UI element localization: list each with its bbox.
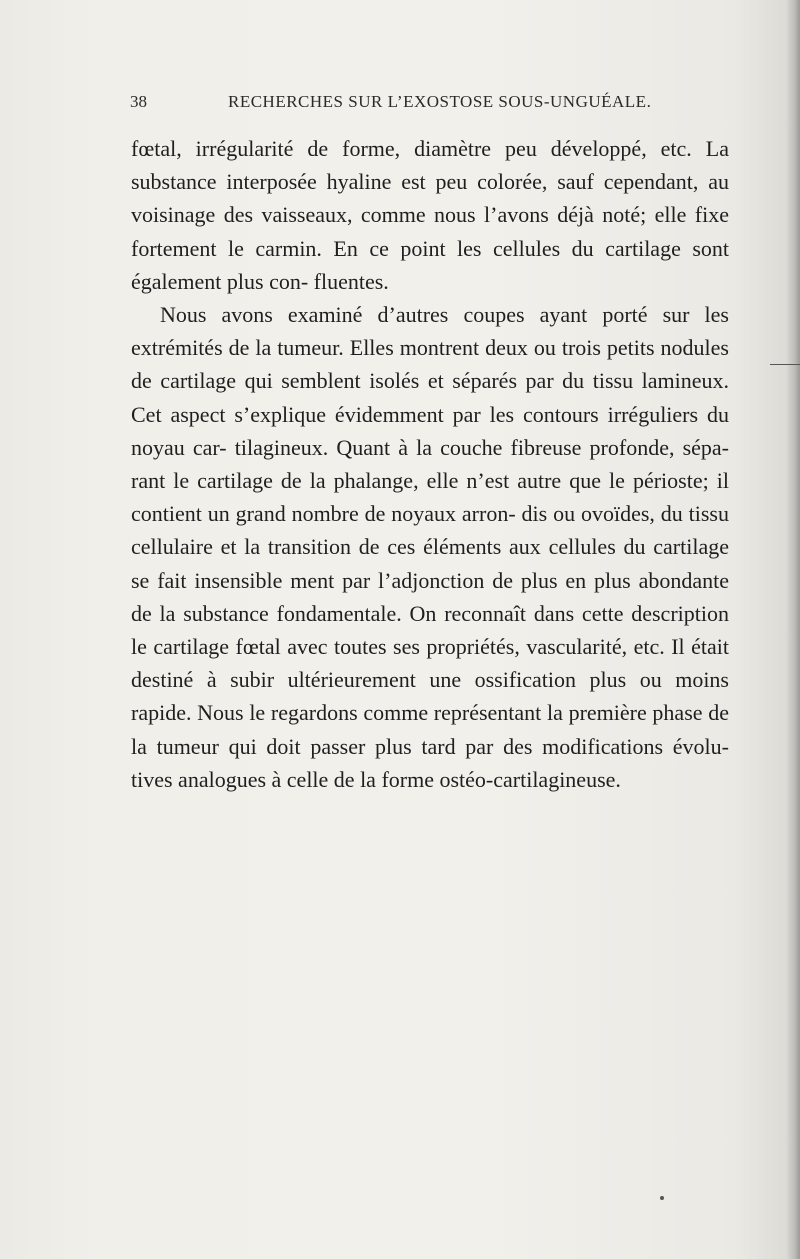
paragraph-2: Nous avons examiné d’autres coupes ayant porté sur les extrémités de la tumeur. Elles montrent deux ou trois petits nodules de cartilage qui semblent isolés et séparés par du tissu lamineux. Cet aspect s’explique évidemment par les contours irréguliers du noyau car- tilagineux. Quant à la couche fibreuse profonde, sépa- rant le cartilage de la phalange, elle n’est autre que le périoste; il contient un grand nombre de noyaux arron- dis ou ovoïdes, du tissu cellulaire et la transition de ces éléments aux cellules du cartilage se fait insensible ment par l’adjonction de plus en plus abondante de la substance fondamentale. On reconnaît dans cette description le cartilage fœtal avec toutes ses propriétés, vascularité, etc. Il était destiné à subir ultérieurement une ossification plus ou moins rapide. Nous le regardons comme représentant la première phase de la tumeur qui doit passer plus tard par des modifications évolu- tives analogues à celle de la forme ostéo-cartilagineuse.: [131, 302, 729, 792]
page-edge-shadow: [786, 0, 800, 1259]
body-text: [131, 132, 729, 796]
page-number: 38: [130, 92, 147, 111]
running-title: RECHERCHES SUR L’EXOSTOSE SOUS-UNGUÉALE.: [228, 92, 652, 111]
margin-rule: [770, 364, 800, 365]
ink-speck: [660, 1196, 664, 1200]
paragraph-1: fœtal, irrégularité de forme, diamètre peu développé, etc. La substance interposée hyaline est peu colorée, sauf cependant, au voisinage des vaisseaux, comme nous l’avons déjà noté; elle fixe fortement le carmin. En ce point les cellules du cartilage sont également plus con- fluentes.: [131, 136, 729, 294]
page-header: [130, 92, 730, 116]
